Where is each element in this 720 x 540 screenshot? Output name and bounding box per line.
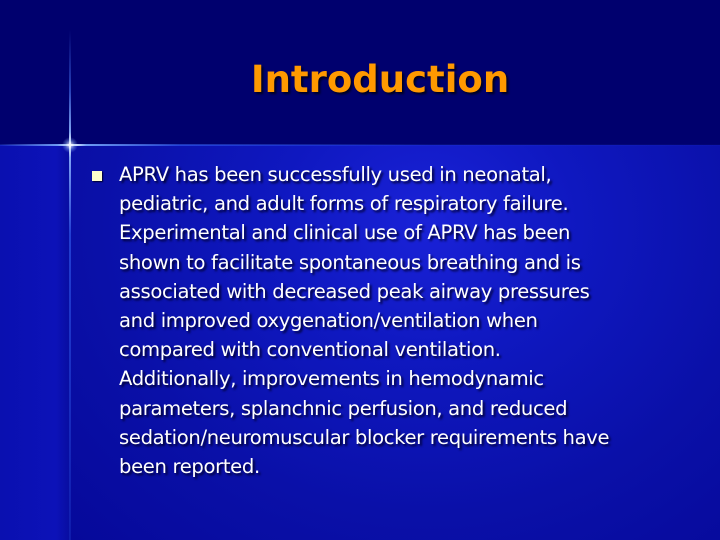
star-sparkle-icon	[62, 137, 78, 153]
square-bullet-icon	[92, 171, 102, 181]
text-line: APRV has been successfully used in neonatal,	[119, 163, 552, 186]
text-line: associated with decreased peak airway pressures	[119, 279, 590, 303]
left-decorative-strip	[0, 145, 70, 540]
text-line: been reported.	[119, 455, 260, 479]
text-line: and improved oxygenation/ventilation when	[119, 309, 538, 333]
text-line: Additionally, improvements in hemodynamic	[119, 367, 544, 391]
text-line: compared with conventional ventilation.	[119, 338, 501, 362]
bullet-text	[119, 160, 609, 481]
star-flare-vertical-icon	[69, 30, 71, 540]
slide-title: Introduction	[250, 58, 510, 101]
star-flare-horizontal-icon	[0, 144, 720, 146]
text-line: shown to facilitate spontaneous breathing and is	[119, 250, 581, 274]
bullet-item	[92, 160, 682, 481]
text-line: Experimental and clinical use of APRV has been	[119, 221, 571, 245]
text-line: pediatric, and adult forms of respiratory failure.	[119, 192, 569, 216]
text-line: sedation/neuromuscular blocker requirements have	[119, 425, 610, 449]
text-line: parameters, splanchnic perfusion, and reduced	[119, 396, 568, 420]
